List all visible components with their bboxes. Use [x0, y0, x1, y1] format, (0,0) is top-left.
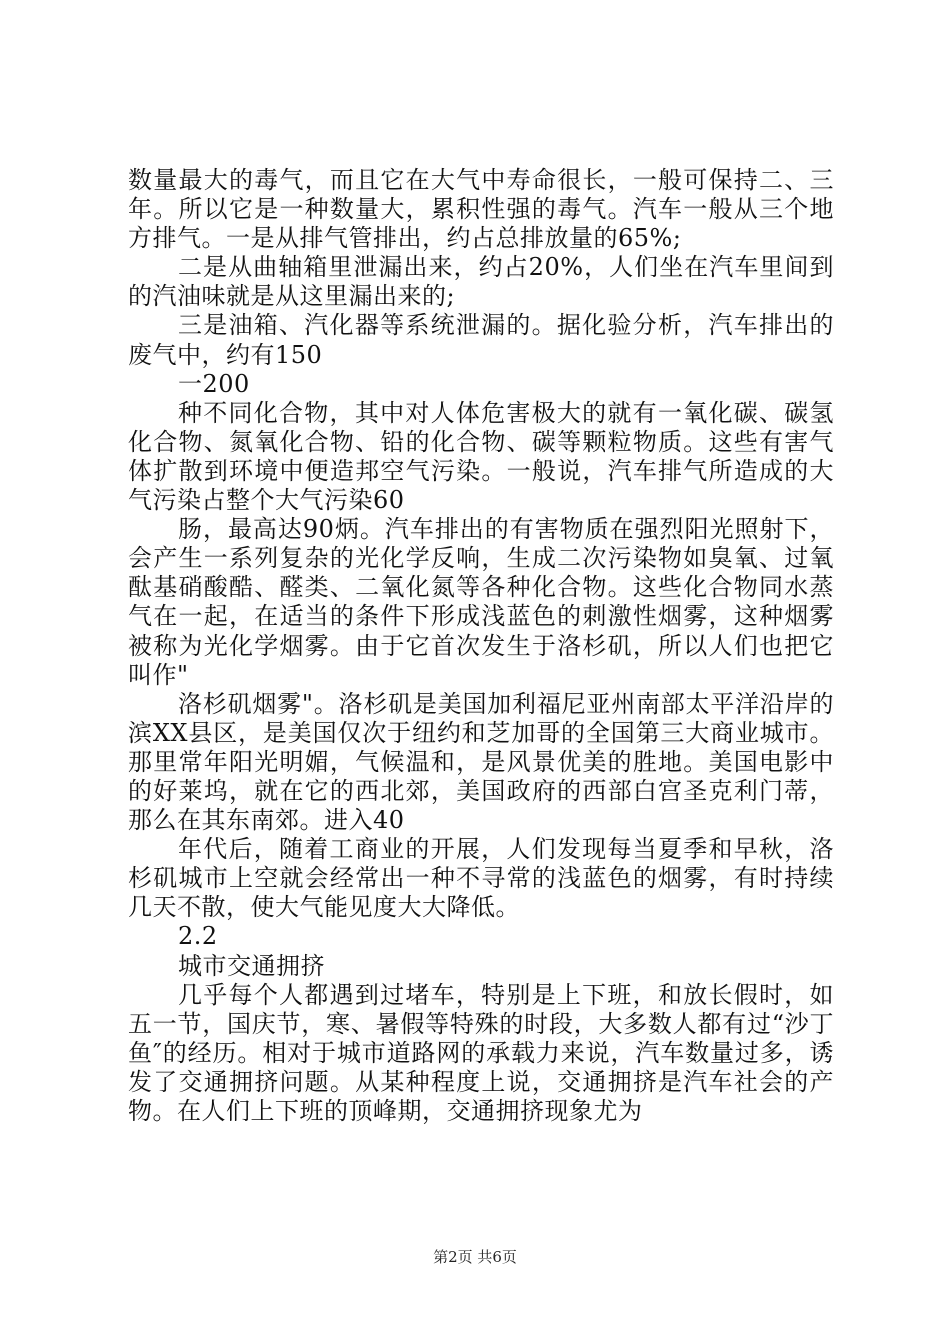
section-heading: 城市交通拥挤	[178, 951, 325, 980]
paragraph-1: 数量最大的毒气，而且它在大气中寿命很长，一般可保持二、三年。所以它是一种数量大，累积性强的毒气。汽车一般从三个地方排气。一是从排气管排出，约占总排放量的65%;	[128, 166, 834, 253]
paragraph-7: 洛杉矶烟雾"。洛杉矶是美国加利福尼亚州南部太平洋沿岸的滨XX县区，是美国仅次于纽约和芝加哥的全国第三大商业城市。那里常年阳光明媚，气候温和，是风景优美的胜地。美国电影中的好莱坞，就在它的西北郊，美国政府的西部白宫圣克利门蒂，那么在其东南郊。进入40	[128, 689, 834, 835]
paragraph-11: 几乎每个人都遇到过堵车，特别是上下班，和放长假时，如五一节，国庆节，寒、暑假等特殊的时段，大多数人都有过“沙丁鱼″的经历。相对于城市道路网的承载力来说，汽车数量过多，诱发了交通拥挤问题。从某种程度上说，交通拥挤是汽车社会的产物。在人们上下班的顶峰期，交通拥挤现象尤为	[128, 980, 834, 1125]
paragraph-8: 年代后，随着工商业的开展，人们发现每当夏季和早秋，洛杉矶城市上空就会经常出一种不寻常的浅蓝色的烟雾，有时持续几天不散，使大气能见度大大降低。	[128, 835, 834, 922]
paragraph-6: 肠，最高达90炳。汽车排出的有害物质在强烈阳光照射下，会产生一系列复杂的光化学反响，生成二次污染物如臭氧、过氧酞基硝酸酷、醛类、二氧化氮等各种化合物。这些化合物同水蒸气在一起，在适当的条件下形成浅蓝色的刺激性烟雾，这种烟雾被称为光化学烟雾。由于它首次发生于洛杉矶，所以人们也把它叫作"	[128, 515, 834, 689]
page-footer: 第2页 共6页	[433, 1248, 517, 1266]
paragraph-3: 三是油箱、汽化器等系统泄漏的。据化验分析，汽车排出的废气中，约有150	[128, 311, 834, 369]
paragraph-4: 一200	[178, 369, 250, 398]
document-body	[128, 166, 834, 1126]
section-number: 2.2	[178, 922, 218, 951]
paragraph-5: 种不同化合物，其中对人体危害极大的就有一氧化碳、碳氢化合物、氮氧化合物、铅的化合物、碳等颗粒物质。这些有害气体扩散到环境中便造邦空气污染。一般说，汽车排气所造成的大气污染占整个大气污染60	[128, 398, 834, 515]
paragraph-2: 二是从曲轴箱里泄漏出来，约占20%，人们坐在汽车里间到的汽油味就是从这里漏出来的;	[128, 253, 834, 311]
